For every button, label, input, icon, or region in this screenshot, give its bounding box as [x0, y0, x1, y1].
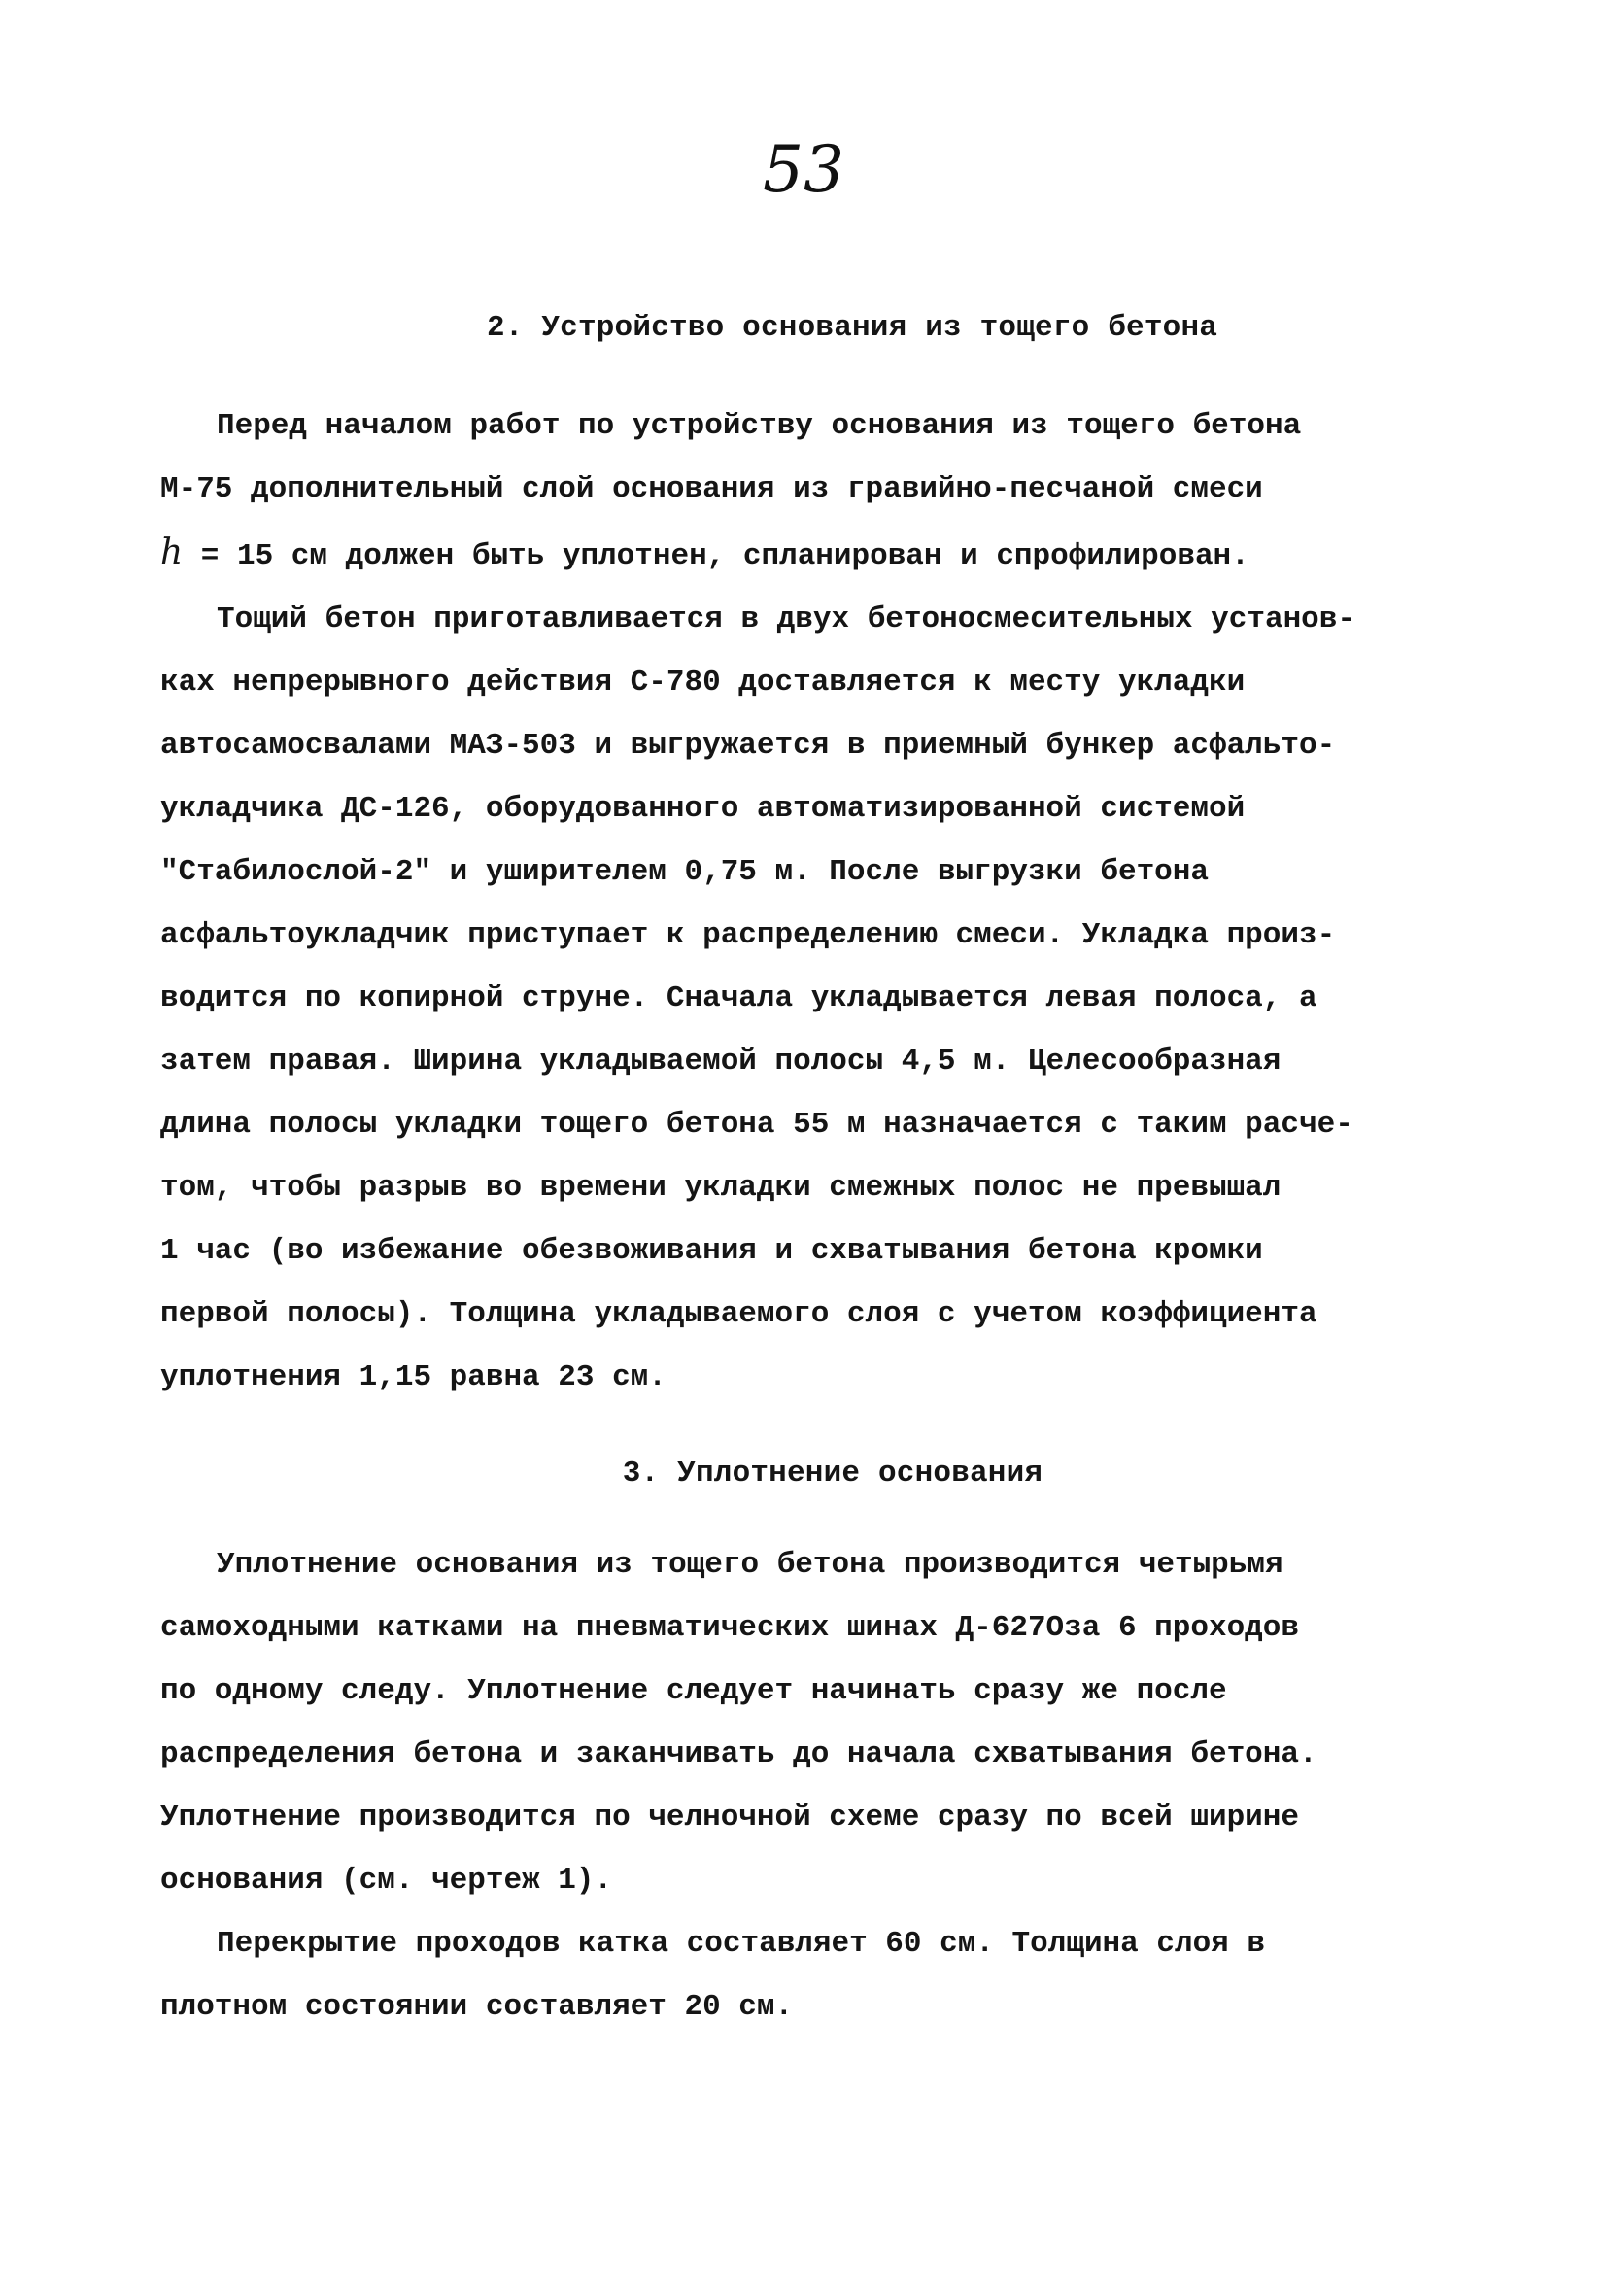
section-3-body	[160, 1533, 1462, 2039]
text-line: основания (см. чертеж 1).	[160, 1864, 613, 1898]
text-line: водится по копирной струне. Сначала укладывается левая полоса, а	[160, 981, 1317, 1015]
text-line: затем правая. Ширина укладываемой полосы 4,5 м. Целесообразная	[160, 1045, 1282, 1079]
text-line: ках непрерывного действия С-780 доставляется к месту укладки	[160, 666, 1246, 700]
text-line: уплотнения 1,15 равна 23 см.	[160, 1360, 667, 1394]
text-line: Перед началом работ по устройству основания из тощего бетона	[217, 409, 1302, 443]
text-line: длина полосы укладки тощего бетона 55 м назначается с таким расче-	[160, 1108, 1353, 1142]
text-line: распределения бетона и заканчивать до начала схватывания бетона.	[160, 1737, 1317, 1771]
text-line: Уплотнение производится по челночной схеме сразу по всей ширине	[160, 1800, 1299, 1834]
text-line	[160, 521, 1462, 588]
text-line: Уплотнение основания из тощего бетона производится четырьмя	[217, 1548, 1283, 1582]
text-line-rest: = 15 см должен быть уплотнен, спланирован и спрофилирован.	[183, 539, 1249, 573]
text-line: 1 час (во избежание обезвоживания и схватывания бетона кромки	[160, 1234, 1263, 1268]
height-symbol: h	[160, 532, 184, 572]
text-line: "Стабилослой-2" и уширителем 0,75 м. После выгрузки бетона	[160, 855, 1209, 889]
text-line: укладчика ДС-126, оборудованного автоматизированной системой	[160, 792, 1246, 826]
text-line: самоходными катками на пневматических шинах Д-627Оза 6 проходов	[160, 1611, 1299, 1645]
section-2-heading: 2. Устройство основания из тощего бетона	[486, 311, 1218, 345]
section-2-body	[160, 394, 1462, 1409]
text-line: М-75 дополнительный слой основания из гравийно-песчаной смеси	[160, 472, 1263, 506]
text-line: автосамосвалами МАЗ-503 и выгружается в приемный бункер асфальто-	[160, 729, 1336, 763]
text-line: первой полосы). Толщина укладываемого слоя с учетом коэффициента	[160, 1297, 1317, 1331]
text-line: плотном состоянии составляет 20 см.	[160, 1990, 794, 2024]
text-line: по одному следу. Уплотнение следует начинать сразу же после	[160, 1674, 1227, 1708]
text-line: Перекрытие проходов катка составляет 60 см. Толщина слоя в	[217, 1927, 1265, 1961]
section-3-heading: 3. Уплотнение основания	[622, 1456, 1043, 1491]
text-line: том, чтобы разрыв во времени укладки смежных полос не превышал	[160, 1171, 1282, 1205]
text-line: асфальтоукладчик приступает к распределению смеси. Укладка произ-	[160, 918, 1336, 952]
text-line: Тощий бетон приготавливается в двух бетоносмесительных установ-	[217, 602, 1355, 636]
page-number: 53	[763, 132, 844, 207]
